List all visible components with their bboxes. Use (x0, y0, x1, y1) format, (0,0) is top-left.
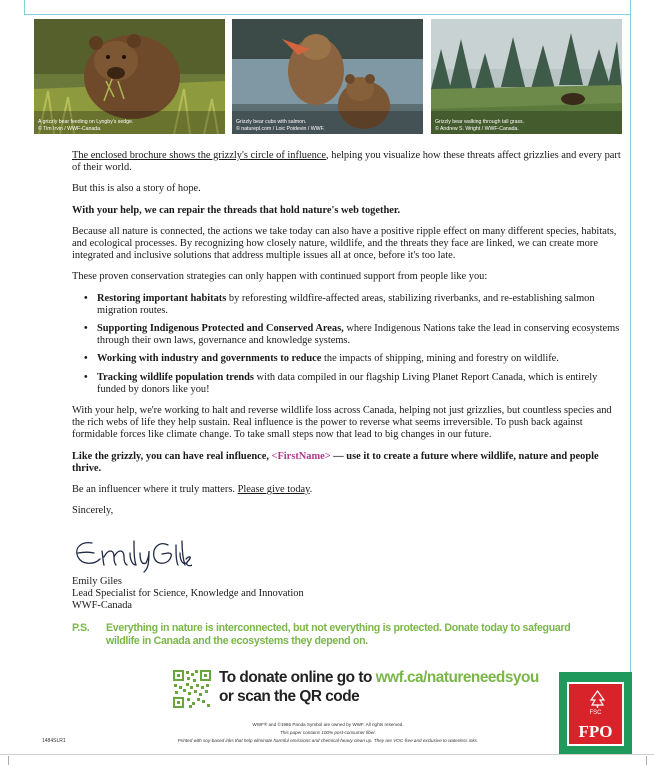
donate-line (219, 668, 539, 687)
crop-line-right (630, 0, 631, 14)
caption-credit: © Tim Irvin / WWF-Canada. (38, 125, 102, 132)
paragraph (72, 150, 622, 174)
paragraph-text: — use it to create a future where wildlife, nature and people thrive. (72, 450, 599, 474)
strategy-list (72, 293, 622, 396)
fsc-label: FSC (589, 710, 602, 716)
photo-grizzly-cubs-image (232, 19, 423, 134)
list-item (72, 323, 622, 347)
photo-caption (236, 119, 325, 132)
donate-prefix: To donate online go to (219, 669, 376, 686)
qr-code-icon[interactable] (172, 669, 212, 709)
strategy-title: Restoring important habitats (97, 292, 227, 304)
photo-strip (34, 19, 622, 134)
print-code: 1484SLR1 (42, 738, 66, 744)
paragraph: But this is also a story of hope. (72, 183, 201, 195)
list-item (72, 293, 622, 317)
photo-grizzly-feeding (34, 19, 225, 134)
photo-caption (38, 119, 133, 132)
fpo-label: FPO (578, 722, 613, 741)
crop-line-bottom (0, 754, 654, 755)
caption-line: Grizzly bear cubs with salmon. (236, 119, 307, 126)
fpo-badge (567, 682, 624, 746)
paragraph (72, 484, 622, 496)
strategy-text: where Indigenous Nations take the lead in conserving ecosystems through their own laws, governance and knowledge systems. (97, 323, 620, 347)
strategy-title: Supporting Indigenous Protected and Conserved Areas, (97, 323, 344, 335)
letter-body (72, 150, 622, 526)
crop-tick (8, 756, 9, 765)
paper-notice: This paper contains 100% post-consumer fiber. (279, 730, 377, 735)
signatory-org: WWF-Canada (72, 600, 133, 612)
list-item (72, 353, 622, 365)
photo-grizzly-walking (431, 19, 622, 134)
paragraph: These proven conservation strategies can only happen with continued support from people like you: (72, 271, 488, 283)
signatory-title: Lead Specialist for Science, Knowledge and Innovation (72, 588, 304, 600)
bullet-icon: • (84, 323, 88, 335)
strategy-title: Working with industry and governments to reduce (97, 353, 322, 365)
caption-line: Grizzly bear walking through tall grass. (435, 119, 525, 126)
signatory-name: Emily Giles (72, 576, 122, 587)
bullet-icon: • (84, 292, 88, 304)
trademark-notice: WWF® and ©1986 Panda Symbol are owned by WWF. All rights reserved. (252, 722, 404, 727)
caption-line: A grizzly bear feeding on Lyngby's sedge. (38, 119, 134, 126)
handwritten-signature (72, 535, 192, 573)
paragraph: With your help, we're working to halt and reverse wildlife loss across Canada, helping not just grizzlies, but countless species and the rich webs of life they help sustain. Real influence is the power to reverse what seems irreversible. To push back against formidable forces like climate change. To take small steps now that lead to big changes in our future. (72, 405, 612, 441)
photo-grizzly-cubs (232, 19, 423, 134)
paragraph-emphasis: With your help, we can repair the threads that hold nature's web together. (72, 204, 401, 216)
fsc-tree-icon (589, 690, 606, 708)
caption-credit: © naturepl.com / Loic Poidevin / WWF. (236, 125, 325, 132)
fsc-fpo-placeholder (559, 672, 632, 754)
brochure-reference: The enclosed brochure shows the grizzly's circle of influence (72, 150, 327, 161)
qr-instruction: or scan the QR code (219, 688, 360, 705)
photo-grizzly-feeding-image (34, 19, 225, 134)
bullet-icon: • (84, 371, 88, 383)
strategy-text: the impacts of shipping, mining and forestry on wildlife. (321, 353, 559, 365)
give-today-link[interactable]: Please give today (237, 484, 310, 496)
legal-notice (118, 721, 538, 745)
crop-line-right-vertical (630, 14, 631, 754)
closing: Sincerely, (72, 505, 114, 517)
firstname-merge-field: <FirstName> (271, 450, 331, 462)
crop-line-left (24, 0, 25, 14)
photo-caption (435, 119, 524, 132)
photo-grizzly-walking-image (431, 19, 622, 134)
crop-line-top (24, 14, 630, 15)
paragraph-text: . (309, 484, 313, 496)
ps-text: Everything in nature is interconnected, but not everything is protected. Donate today to safeguard wildlife in Canada and the ecosystems they depend on. (106, 622, 571, 647)
strategy-text: by reforesting wildfire-affected areas, stabilizing riverbanks, and re-establishing salmon migration routes. (97, 292, 595, 316)
crop-tick (646, 756, 647, 765)
paragraph-text: Like the grizzly, you can have real influence, (72, 450, 272, 462)
donate-call-to-action (219, 668, 539, 706)
list-item (72, 372, 622, 396)
donate-url-link[interactable]: wwf.ca/natureneedsyou (375, 669, 539, 686)
paragraph-emphasis (72, 451, 622, 475)
paragraph-text: , helping you visualize how these threats affect grizzlies and every part of their world. (72, 150, 621, 174)
strategy-text: with data compiled in our flagship Living Planet Report Canada, which is entirely funded by donors like you! (97, 371, 598, 395)
ink-notice: Printed with soy-based inks that help eliminate harmful emissions and chemical-heavy clean up. They are VOC-free and exclusive to waterless inks. (177, 738, 479, 743)
ps-label: P.S. (72, 622, 90, 634)
strategy-title: Tracking wildlife population trends (97, 371, 254, 383)
bullet-icon: • (84, 353, 88, 365)
caption-credit: © Andrew S. Wright / WWF-Canada. (435, 125, 519, 132)
paragraph-text: Be an influencer where it truly matters. (72, 484, 238, 496)
signature-block (72, 576, 304, 613)
paragraph: Because all nature is connected, the actions we take today can also have a positive ripple effect on many different species, habitats, and ecological processes. By recognizing how closely nature, wildlife, and the threats they face are linked, we can create more integrated and inclusive solutions that address multiple issues all at once, before it's too late. (72, 225, 617, 262)
